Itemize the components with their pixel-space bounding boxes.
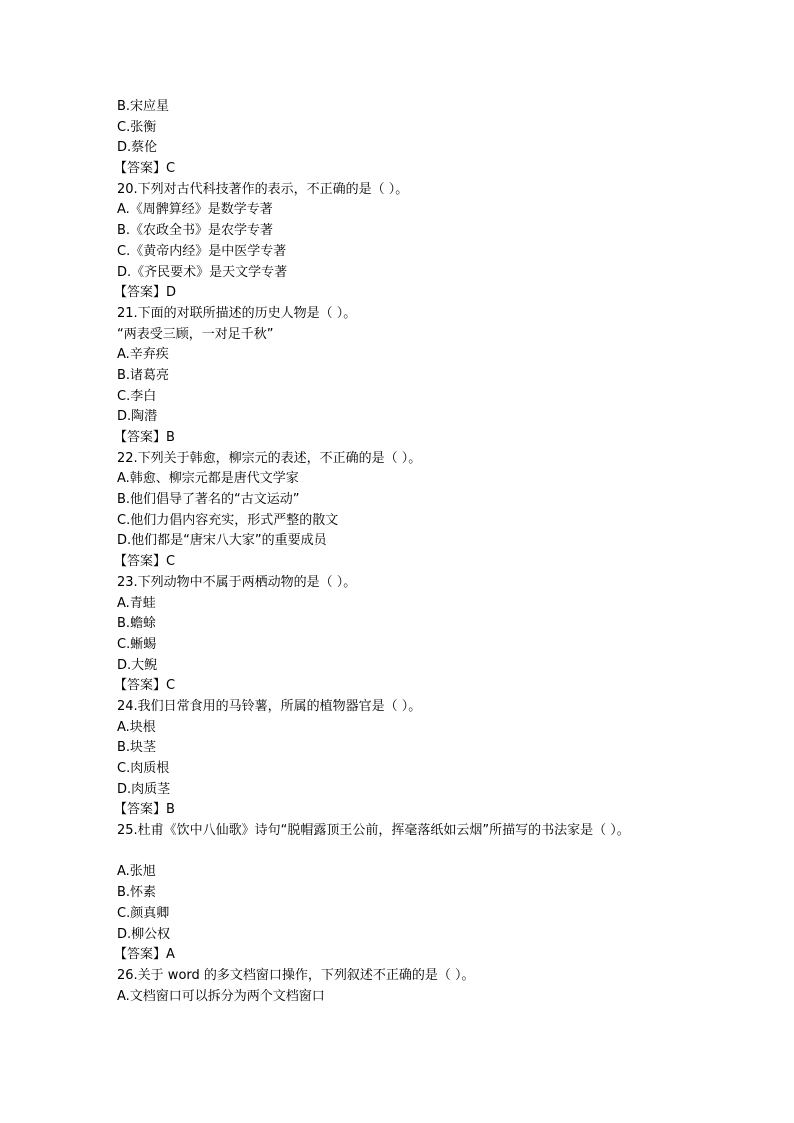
option-line: C.《黄帝内经》是中医学专著: [117, 243, 287, 259]
option-line: B.怀素: [117, 885, 157, 901]
option-line: C.他们力倡内容充实，形式严整的散文: [117, 512, 339, 528]
question-line: 21.下面的对联所描述的历史人物是（ ）。: [117, 305, 357, 321]
answer-line: 【答案】C: [114, 678, 176, 694]
question-line: 22.下列关于韩愈，柳宗元的表述，不正确的是（ ）。: [117, 450, 422, 466]
option-line: B.他们倡导了著名的“古文运动”: [117, 492, 300, 508]
answer-line: 【答案】B: [114, 802, 175, 818]
option-line: D.蔡伦: [117, 140, 158, 156]
option-line: A.《周髀算经》是数学专著: [117, 202, 273, 218]
option-line: A.张旭: [117, 864, 156, 880]
option-line: B.《农政全书》是农学专著: [117, 223, 274, 239]
option-line: C.肉质根: [117, 761, 170, 776]
answer-line: 【答案】C: [114, 161, 176, 177]
answer-line: 【答案】D: [114, 285, 177, 301]
answer-line: 【答案】B: [114, 430, 175, 445]
option-line: D.大鲵: [117, 657, 158, 673]
option-line: C.李白: [117, 388, 157, 404]
option-line: A.韩愈、柳宗元都是唐代文学家: [117, 471, 299, 487]
option-line: D.陶潜: [117, 409, 158, 425]
option-line: D.《齐民要术》是天文学专著: [117, 264, 288, 280]
option-line: A.文档窗口可以拆分为两个文档窗口: [117, 988, 325, 1004]
answer-line: 【答案】A: [114, 947, 175, 963]
question-line: 25.杜甫《饮中八仙歌》诗句“脱帽露顶王公前，挥毫落纸如云烟”所描写的书法家是（ ）。: [117, 823, 630, 839]
question-line: 23.下列动物中不属于两栖动物的是（ ）。: [117, 574, 357, 590]
option-line: C.颜真卿: [117, 905, 170, 921]
answer-line: 【答案】C: [114, 554, 176, 570]
option-line: D.肉质茎: [117, 781, 171, 797]
option-line: A.块根: [117, 719, 156, 735]
quote-line: “两表受三顾，一对足千秋”: [117, 326, 274, 342]
option-line: A.青蛙: [117, 595, 156, 611]
option-line: D.他们都是“唐宋八大家”的重要成员: [117, 533, 327, 549]
option-line: B.诸葛亮: [117, 367, 170, 383]
option-line: B.蟾蜍: [117, 616, 157, 632]
option-line: C.蜥蜴: [117, 636, 157, 652]
option-line: B.宋应星: [117, 99, 170, 114]
option-line: A.辛弃疾: [117, 347, 169, 363]
option-line: D.柳公权: [117, 926, 171, 942]
question-line: 24.我们日常食用的马铃薯，所属的植物器官是（ ）。: [117, 698, 422, 714]
question-line: 20.下列对古代科技著作的表示，不正确的是（ ）。: [117, 181, 409, 197]
question-line: 26.关于 word 的多文档窗口操作，下列叙述不正确的是（ ）。: [117, 967, 475, 983]
option-line: B.块茎: [117, 740, 157, 756]
document-page: [114, 97, 717, 1007]
option-line: C.张衡: [117, 119, 157, 135]
blank-line: [117, 842, 717, 863]
